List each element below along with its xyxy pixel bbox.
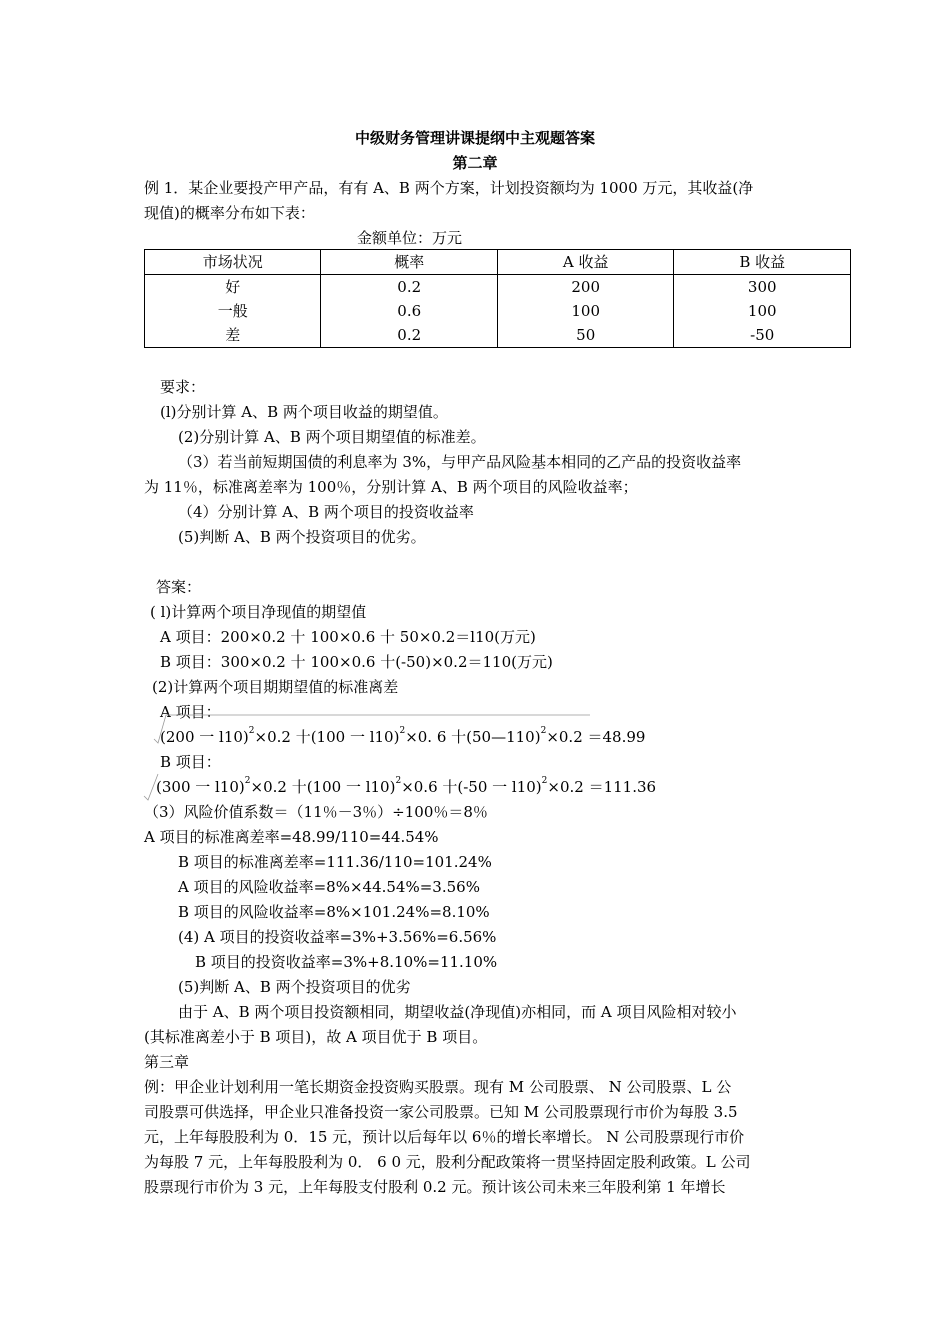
chapter-3-line-3: 元，上年每股股利为 0．15 元，预计以后每年以 6％的增长率增长。 N 公司股票现行市价 (144, 1128, 745, 1146)
formula-term: ×0.6 十(-50 一 l10) (401, 778, 542, 796)
answer-3: （3）风险价值系数＝（11％－3％）÷100％＝8％ (144, 803, 488, 821)
chapter-3-line-1: 例：甲企业计划利用一笔长期资金投资购买股票。现有 M 公司股票、 N 公司股票、L 公 (144, 1078, 732, 1096)
answer-4-b: B 项目的投资收益率=3%+8.10%=11.10% (195, 953, 498, 971)
answer-1-project-b: B 项目：300×0.2 十 100×0.6 十(-50)×0.2＝110(万元) (160, 653, 553, 671)
chapter-3-line-4: 为每股 7 元，上年每股股利为 0． 6 0 元，股利分配政策将一贯坚持固定股利政策。L 公司 (144, 1153, 751, 1171)
answer-5-line-1: 由于 A、B 两个项目投资额相同，期望收益(净现值)亦相同，而 A 项目风险相对较小 (178, 1003, 737, 1021)
answer-1: ( l)计算两个项目净现值的期望值 (150, 603, 367, 621)
unit-label: 金额单位：万元 (357, 229, 463, 247)
exponent: 2 (399, 726, 406, 736)
chapter-3-line-2: 司股票可供选择，甲企业只准备投资一家公司股票。已知 M 公司股票现行市价为每股 3.5 (144, 1103, 738, 1121)
chapter-2-heading: 第二章 (452, 154, 498, 172)
formula-term: ×0.2 ＝48.99 (546, 728, 646, 746)
table-cell: 200 (497, 275, 674, 300)
answer-3-a-deviation: A 项目的标准离差率=48.99/110=44.54% (144, 828, 439, 846)
table-cell: 100 (674, 299, 851, 323)
answer-2-b-label: B 项目： (160, 753, 221, 771)
answer-3-b-deviation: B 项目的标准离差率=111.36/110=101.24% (178, 853, 492, 871)
formula-term: ×0.2 十(100 一 l10) (254, 728, 400, 746)
table-cell: 0.2 (321, 323, 497, 348)
example-1-line-1: 例 1．某企业要投产甲产品，有有 A、B 两个方案，计划投资额均为 1000 万元，其收益(净 (144, 179, 754, 197)
answer-2-a-label: A 项目： (160, 703, 221, 721)
answer-1-project-a: A 项目：200×0.2 十 100×0.6 十 50×0.2＝l10(万元) (160, 628, 536, 646)
requirement-4: （4）分别计算 A、B 两个项目的投资收益率 (178, 503, 474, 521)
formula-term: (200 一 l10) (160, 728, 249, 746)
requirement-2: (2)分别计算 A、B 两个项目期望值的标准差。 (178, 428, 486, 446)
table-cell: 好 (145, 275, 321, 300)
table-cell: 300 (674, 275, 851, 300)
answer-4-a: (4) A 项目的投资收益率=3%+3.56%=6.56% (178, 928, 497, 946)
requirement-3-line-1: （3）若当前短期国债的利息率为 3%，与甲产品风险基本相同的乙产品的投资收益率 (178, 453, 742, 471)
answer-3-b-risk: B 项目的风险收益率=8%×101.24%=8.10% (178, 903, 490, 921)
answer-2-a-formula (160, 727, 645, 747)
table-header-row (145, 250, 851, 275)
exponent: 2 (540, 726, 547, 736)
requirements-label: 要求： (160, 378, 206, 396)
exponent: 2 (244, 776, 251, 786)
requirement-5: (5)判断 A、B 两个投资项目的优劣。 (178, 528, 426, 546)
exponent: 2 (248, 726, 255, 736)
formula-term: ×0.2 ＝111.36 (547, 778, 657, 796)
table-row (145, 323, 851, 348)
table-cell: 50 (497, 323, 674, 348)
answer-2-b-formula (156, 777, 656, 797)
chapter-3-line-5: 股票现行市价为 3 元，上年每股支付股利 0.2 元。预计该公司未来三年股利第 1 年增长 (144, 1178, 726, 1196)
answer-label: 答案： (156, 578, 202, 596)
answer-3-a-risk: A 项目的风险收益率=8%×44.54%=3.56% (178, 878, 480, 896)
exponent: 2 (541, 776, 548, 786)
table-header-cell: 市场状况 (145, 250, 321, 275)
table-cell: 0.6 (321, 299, 497, 323)
document-title: 中级财务管理讲课提纲中主观题答案 (354, 129, 595, 147)
requirement-3-line-2: 为 11％，标准离差率为 100％，分别计算 A、B 两个项目的风险收益率； (144, 478, 638, 496)
table-cell: 0.2 (321, 275, 497, 300)
formula-term: (300 一 l10) (156, 778, 245, 796)
table-row (145, 299, 851, 323)
example-1-line-2: 现值)的概率分布如下表： (144, 204, 315, 222)
exponent: 2 (395, 776, 402, 786)
formula-term: ×0. 6 十(50—110) (405, 728, 541, 746)
answer-2: (2)计算两个项目期期望值的标准离差 (152, 678, 399, 696)
table-header-cell: 概率 (321, 250, 497, 275)
table-cell: 100 (497, 299, 674, 323)
answer-5-line-2: (其标准离差小于 B 项目)，故 A 项目优于 B 项目。 (144, 1028, 488, 1046)
answer-5: (5)判断 A、B 两个投资项目的优劣 (178, 978, 411, 996)
formula-term: ×0.2 十(100 一 l10) (250, 778, 396, 796)
table-cell: -50 (674, 323, 851, 348)
table-header-cell: A 收益 (497, 250, 674, 275)
table-cell: 一般 (145, 299, 321, 323)
probability-table (144, 249, 851, 348)
table-cell: 差 (145, 323, 321, 348)
table-row (145, 275, 851, 300)
chapter-3-heading: 第三章 (144, 1053, 190, 1071)
requirement-1: (l)分别计算 A、B 两个项目收益的期望值。 (160, 403, 448, 421)
table-header-cell: B 收益 (674, 250, 851, 275)
